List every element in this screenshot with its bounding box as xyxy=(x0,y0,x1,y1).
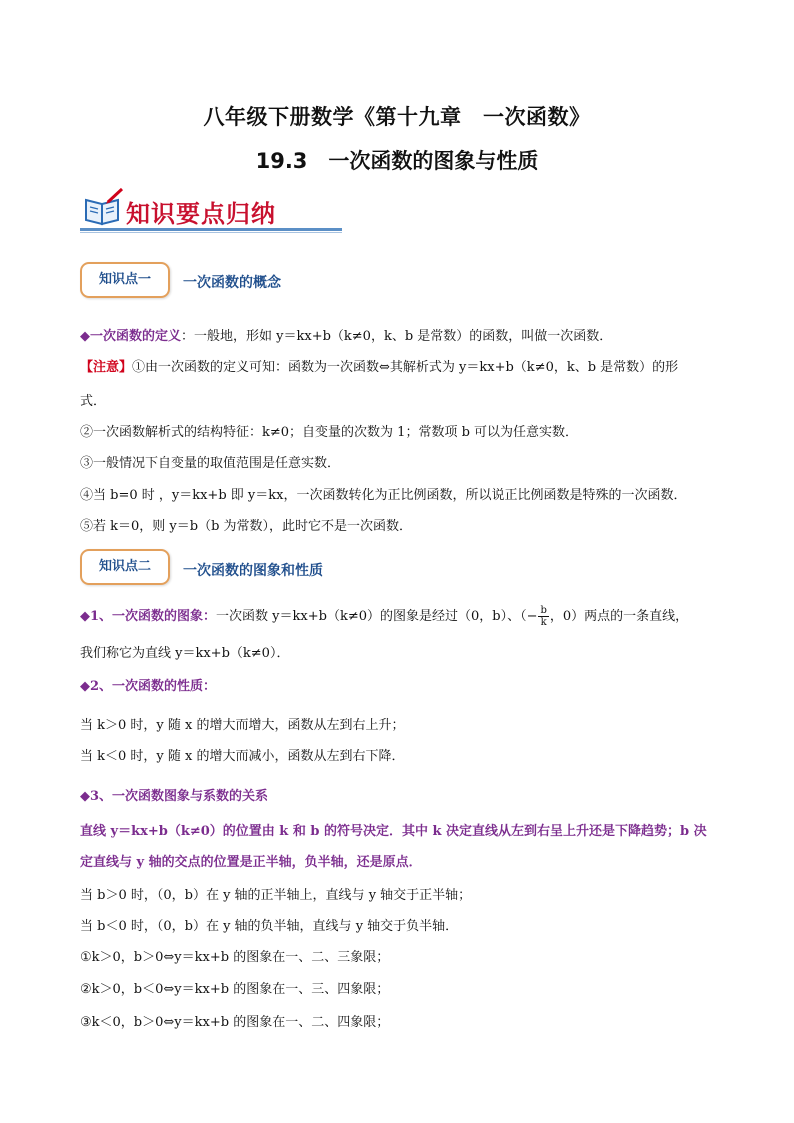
kp2-section2-b: 当 k＜0 时，y 随 x 的增大而减小，函数从左到右下降． xyxy=(80,749,405,764)
section1-text-b: ，0）两点的一条直线， xyxy=(549,609,689,624)
section2-label: 2、一次函数的性质： xyxy=(90,679,217,694)
kp2-section3-para1: 直线 y＝kx+b（k≠0）的位置由 k 和 b 的符号决定．其中 k 决定直线从左到右呈上升还是下降趋势；b 决 xyxy=(80,824,707,839)
document-title: 八年级下册数学《第十九章 一次函数》 xyxy=(203,105,591,129)
kp1-note2: ②一次函数解析式的结构特征：k≠0；自变量的次数为 1；常数项 b 可以为任意实数． xyxy=(80,425,579,440)
diamond-bullet-icon: ◆ xyxy=(80,329,90,344)
definition-label: 一次函数的定义 xyxy=(90,329,182,344)
kp2-section2-heading xyxy=(80,675,216,694)
diamond-bullet-icon: ◆ xyxy=(80,789,90,804)
kp2-badge: 知识点二 xyxy=(80,549,170,585)
kp2-section3-b: 当 b＜0 时，（0，b）在 y 轴的负半轴，直线与 y 轴交于负半轴． xyxy=(80,919,459,934)
kp1-title: 一次函数的概念 xyxy=(183,275,281,291)
kp2-section3-a: 当 b＞0 时，（0，b）在 y 轴的正半轴上，直线与 y 轴交于正半轴； xyxy=(80,888,472,903)
section3-label: 3、一次函数图象与系数的关系 xyxy=(90,789,269,804)
kp2-section3-heading xyxy=(80,785,268,804)
knowledge-banner xyxy=(80,186,345,236)
section1-label: 1、一次函数的图象： xyxy=(90,609,217,624)
section-title: 19.3 一次函数的图象与性质 xyxy=(255,149,539,173)
banner-title: 知识要点归纳 xyxy=(126,199,276,228)
kp2-case1: ①k＞0，b＞0⇔y＝kx+b 的图象在一、二、三象限； xyxy=(80,950,390,965)
note-label: 【注意】 xyxy=(80,360,133,375)
kp2-case3: ③k＜0，b＞0⇔y＝kx+b 的图象在一、二、四象限； xyxy=(80,1015,390,1030)
definition-text: ：一般地，形如 y＝kx+b（k≠0，k、b 是常数）的函数，叫做一次函数． xyxy=(181,329,613,344)
diamond-bullet-icon: ◆ xyxy=(80,609,90,624)
diamond-bullet-icon: ◆ xyxy=(80,679,90,694)
kp2-title: 一次函数的图象和性质 xyxy=(183,563,323,579)
fraction-denominator: k xyxy=(540,617,547,628)
kp1-note1 xyxy=(80,356,678,375)
banner-underline-thin xyxy=(80,232,342,233)
kp1-badge: 知识点一 xyxy=(80,262,170,298)
kp2-section3-para2: 定直线与 y 轴的交点的位置是正半轴，负半轴，还是原点． xyxy=(80,855,422,870)
kp1-definition xyxy=(80,325,612,344)
kp2-case2: ②k＞0，b＜0⇔y＝kx+b 的图象在一、三、四象限； xyxy=(80,982,390,997)
book-pen-icon xyxy=(82,186,126,228)
fraction-numerator: b xyxy=(540,605,547,616)
banner-underline xyxy=(80,228,342,231)
kp1-note3: ③一般情况下自变量的取值范围是任意实数． xyxy=(80,456,341,471)
kp2-section1-line2: 我们称它为直线 y＝kx+b（k≠0）． xyxy=(80,646,290,661)
section1-text-a: 一次函数 y＝kx+b（k≠0）的图象是经过（0，b）、（− xyxy=(216,609,538,624)
kp1-note4: ④当 b=0 时 ，y＝kx+b 即 y＝kx，一次函数转化为正比例函数，所以说正比例函数是特殊的一次函数． xyxy=(80,488,687,503)
note1-text: ①由一次函数的定义可知：函数为一次函数⇔其解析式为 y＝kx+b（k≠0，k、b 是常数）的形 xyxy=(132,360,679,375)
kp1-note5: ⑤若 k＝0，则 y＝b（b 为常数），此时它不是一次函数． xyxy=(80,519,413,534)
kp2-section2-a: 当 k＞0 时，y 随 x 的增大而增大，函数从左到右上升； xyxy=(80,718,405,733)
fraction-b-over-k xyxy=(538,605,548,628)
kp2-section1 xyxy=(80,605,688,628)
kp1-note1-cont: 式． xyxy=(80,394,107,409)
